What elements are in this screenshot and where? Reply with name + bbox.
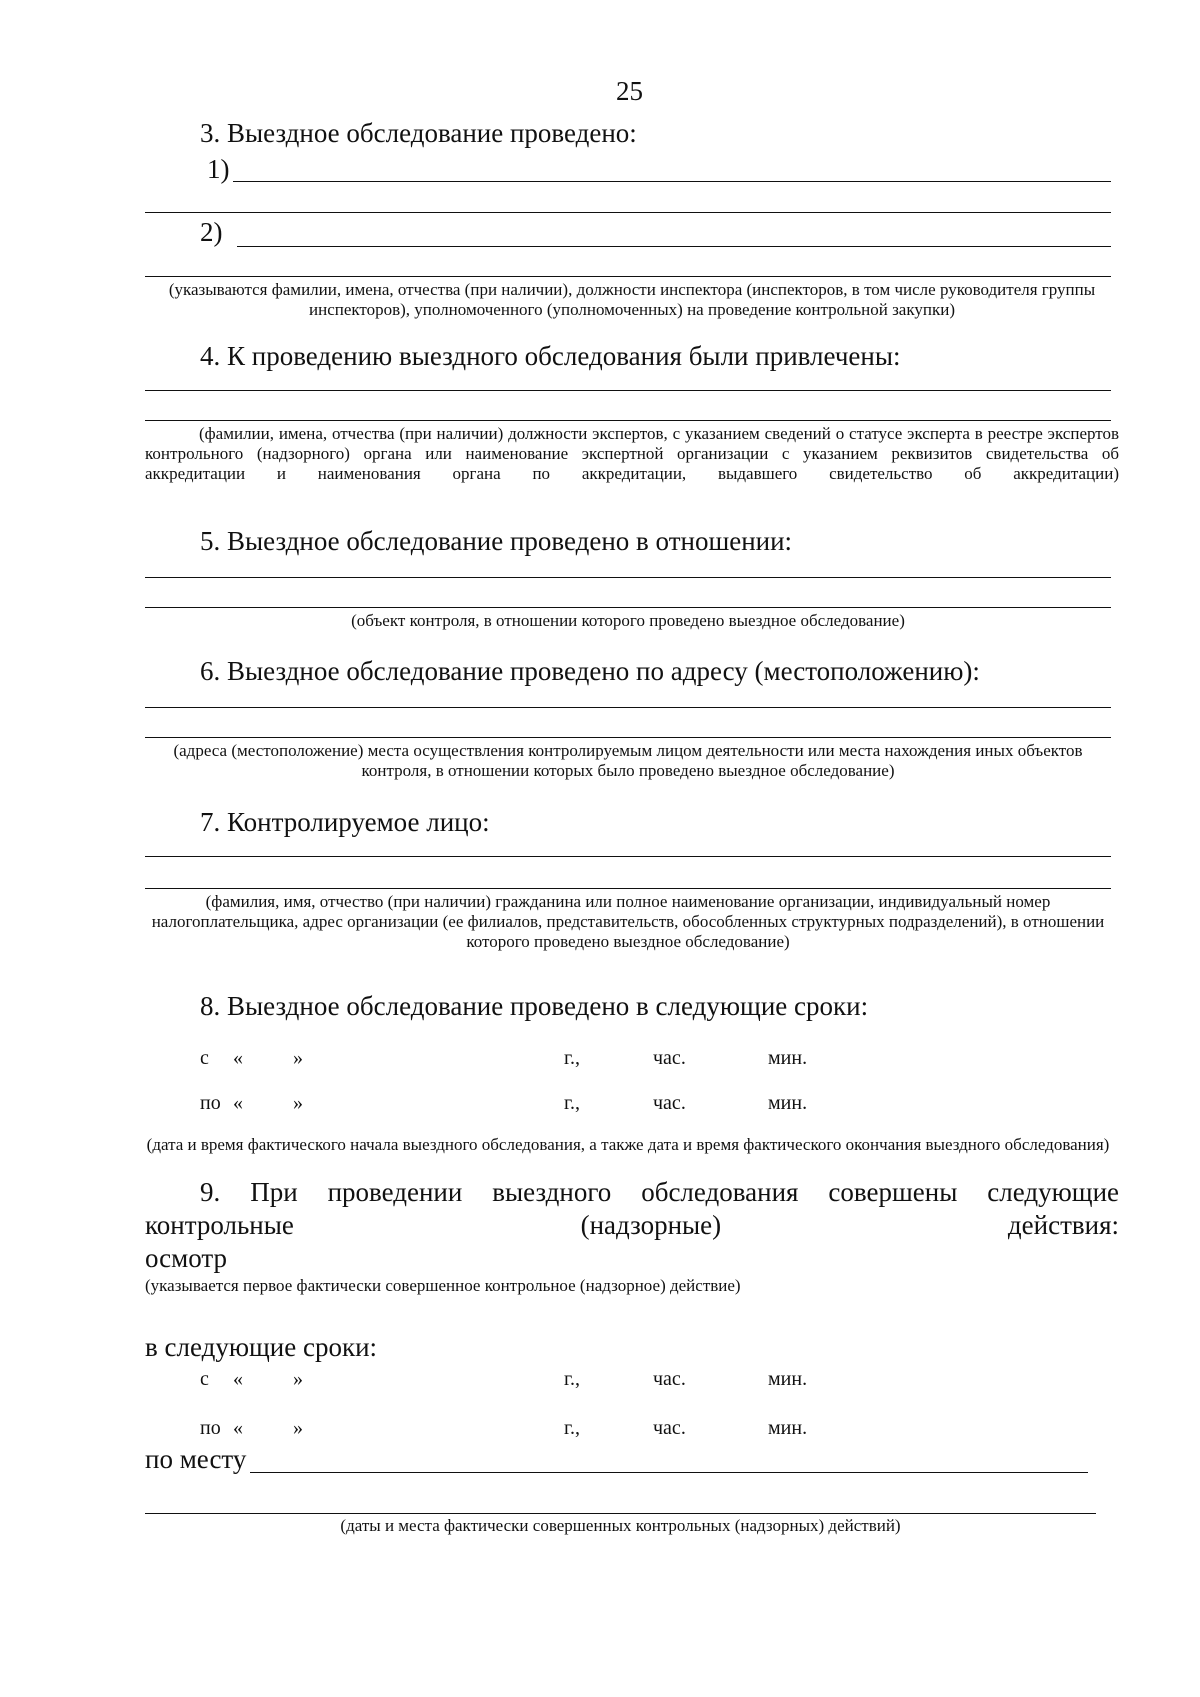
end-hour-label: час. xyxy=(653,1092,686,1114)
start-year-label: г., xyxy=(564,1047,580,1069)
start-close-quote: » xyxy=(293,1047,303,1069)
section-6-blank-line[interactable] xyxy=(145,737,1111,738)
section-9-place-blank[interactable] xyxy=(250,1472,1088,1473)
action-end-close-quote: » xyxy=(293,1417,303,1439)
section-7-blank-line[interactable] xyxy=(145,856,1111,857)
section-6-heading: 6. Выездное обследование проведено по адресу (местоположению): xyxy=(200,656,980,686)
section-6-caption: (адреса (местоположение) места осуществления контролируемым лицом деятельности или места нахождения иных объектов контроля, в отношении которых было проведено выездное обследование) xyxy=(173,741,1083,780)
section-3-blank-line[interactable] xyxy=(145,276,1111,277)
section-9-heading: 9. При проведении выездного обследования совершены следующие контрольные (надзорные) действия: xyxy=(145,1177,1119,1240)
section-7-caption: (фамилия, имя, отчество (при наличии) гражданина или полное наименование организации, индивидуальный номер налогоплательщика, адрес организации (ее филиалов, представительств, обособленных структурных подразделений), в отношении которого проведено выездное обследование) xyxy=(151,892,1105,951)
section-4-caption-text: (фамилии, имена, отчества (при наличии) должности экспертов, с указанием сведений о статусе эксперта в реестре экспертов контрольного (надзорного) органа или наименование экспертной организации с указанием реквизитов свидетельства об аккредитации и наименования органа по аккредитации, выдавшего свидетельство об аккредитации) xyxy=(145,424,1119,483)
action-end-hour-label: час. xyxy=(653,1417,686,1439)
section-9-caption: (даты и места фактически совершенных контрольных (надзорных) действий) xyxy=(340,1516,901,1535)
section-4-blank-line[interactable] xyxy=(145,420,1111,421)
start-open-quote: « xyxy=(233,1047,243,1069)
section-3-item-1-label: 1) xyxy=(207,154,230,184)
section-5-blank-line[interactable] xyxy=(145,577,1111,578)
section-9-action: осмотр xyxy=(145,1243,228,1273)
action-start-year-label: г., xyxy=(564,1368,580,1390)
start-from-label: с xyxy=(200,1047,209,1069)
action-start-hour-label: час. xyxy=(653,1368,686,1390)
end-open-quote: « xyxy=(233,1092,243,1114)
start-hour-label: час. xyxy=(653,1047,686,1069)
action-end-to-label: по xyxy=(200,1417,221,1439)
action-start-close-quote: » xyxy=(293,1368,303,1390)
section-9-action-caption: (указывается первое фактически совершенное контрольное (надзорное) действие) xyxy=(145,1276,741,1295)
section-3-item-2-label: 2) xyxy=(200,217,223,247)
action-start-minute-label: мин. xyxy=(768,1368,808,1390)
page-number: 25 xyxy=(616,76,643,106)
section-7-blank-line[interactable] xyxy=(145,888,1111,889)
action-start-from-label: с xyxy=(200,1368,209,1390)
end-minute-label: мин. xyxy=(768,1092,808,1114)
section-3-heading: 3. Выездное обследование проведено: xyxy=(200,118,637,148)
section-4-heading: 4. К проведению выездного обследования были привлечены: xyxy=(200,341,901,371)
section-9-terms-label: в следующие сроки: xyxy=(145,1332,378,1362)
section-8-heading: 8. Выездное обследование проведено в следующие сроки: xyxy=(200,991,869,1021)
action-start-open-quote: « xyxy=(233,1368,243,1390)
action-end-open-quote: « xyxy=(233,1417,243,1439)
section-5-heading: 5. Выездное обследование проведено в отношении: xyxy=(200,526,793,556)
section-6-blank-line[interactable] xyxy=(145,707,1111,708)
action-end-year-label: г., xyxy=(564,1417,580,1439)
action-end-minute-label: мин. xyxy=(768,1417,808,1439)
section-9-place-label: по месту xyxy=(145,1444,247,1474)
section-4-caption xyxy=(145,424,1119,484)
end-to-label: по xyxy=(200,1092,221,1114)
end-close-quote: » xyxy=(293,1092,303,1114)
section-8-caption: (дата и время фактического начала выездного обследования, а также дата и время фактического окончания выездного обследования) xyxy=(146,1135,1110,1154)
section-5-blank-line[interactable] xyxy=(145,607,1111,608)
end-year-label: г., xyxy=(564,1092,580,1114)
start-minute-label: мин. xyxy=(768,1047,808,1069)
section-3-blank-line[interactable] xyxy=(145,212,1111,213)
section-3-item-2-blank[interactable] xyxy=(237,246,1111,247)
section-7-heading: 7. Контролируемое лицо: xyxy=(200,807,490,837)
section-3-item-1-blank[interactable] xyxy=(233,181,1111,182)
section-9-blank-line[interactable] xyxy=(145,1513,1096,1514)
section-5-caption: (объект контроля, в отношении которого проведено выездное обследование) xyxy=(351,611,905,630)
section-4-blank-line[interactable] xyxy=(145,390,1111,391)
section-9-heading-block xyxy=(145,1176,1119,1242)
section-3-caption: (указываются фамилии, имена, отчества (при наличии), должности инспектора (инспекторов, в том числе руководителя группы инспекторов), уполномоченного (уполномоченных) на проведение контрольной закупки) xyxy=(168,280,1096,319)
